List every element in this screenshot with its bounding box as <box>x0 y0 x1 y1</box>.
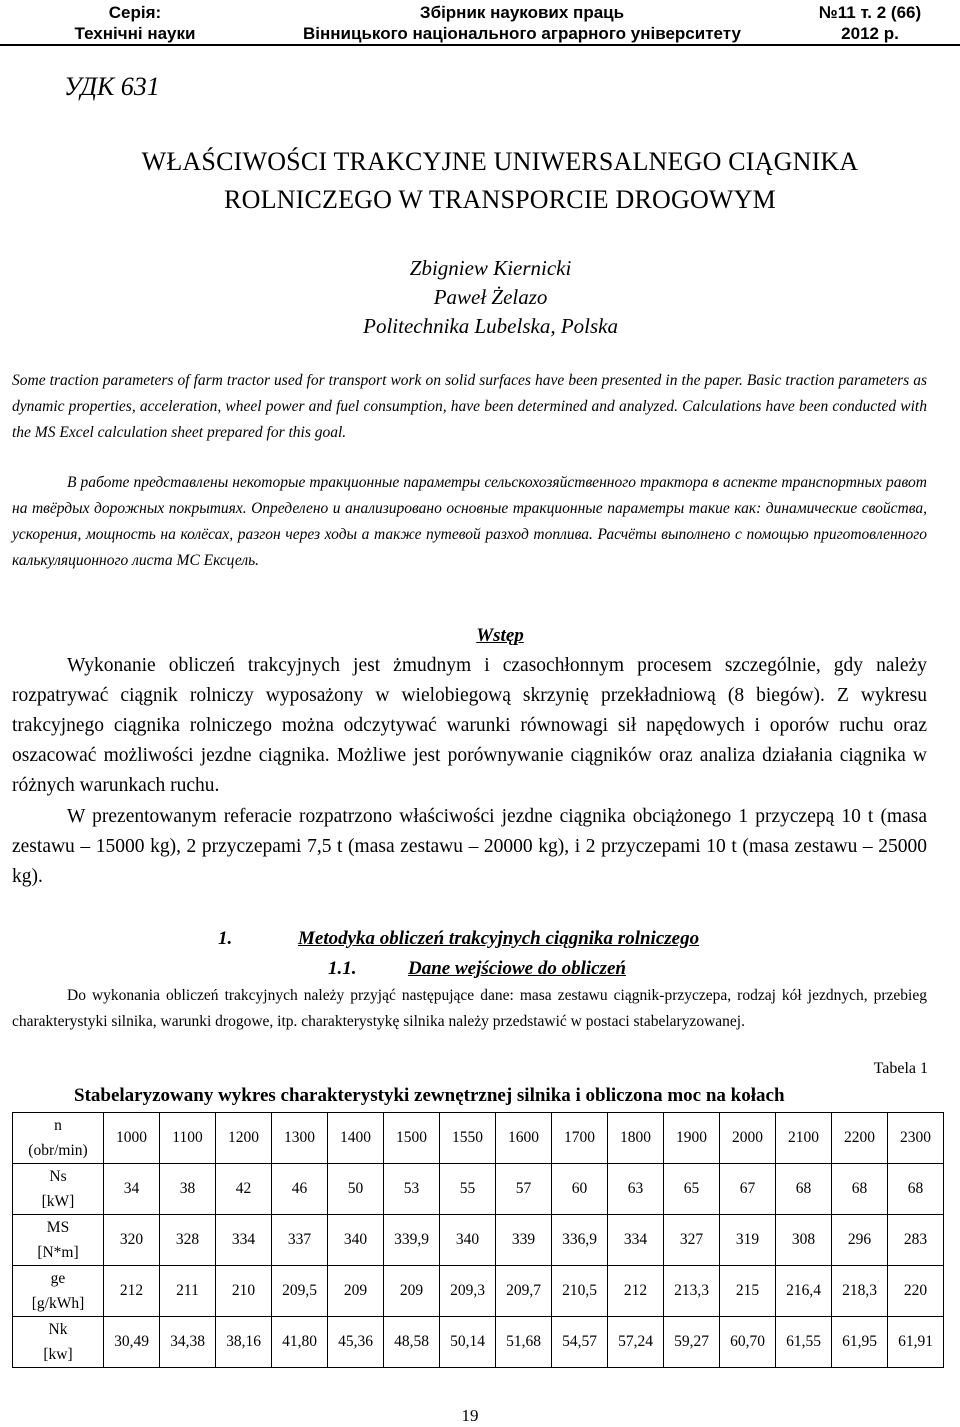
table-cell: 320 <box>104 1215 160 1266</box>
table-cell: 38 <box>160 1164 216 1215</box>
table-cell: 68 <box>832 1164 888 1215</box>
authors-block <box>363 254 618 341</box>
table-cell: 1300 <box>272 1113 328 1164</box>
subsection-number: 1.1. <box>328 958 357 979</box>
row-header <box>13 1266 104 1317</box>
row-unit: [g/kWh] <box>31 1295 85 1312</box>
series-label <box>55 2 215 44</box>
series-line-1: Серія: <box>108 3 162 22</box>
table-cell: 42 <box>216 1164 272 1215</box>
page-number: 19 <box>461 1406 479 1425</box>
table-label: Tabela 1 <box>873 1060 928 1077</box>
table-cell: 334 <box>608 1215 664 1266</box>
running-head <box>0 0 960 46</box>
header-rule <box>0 44 960 46</box>
table-cell: 54,57 <box>552 1317 608 1368</box>
abstract-english: Some traction parameters of farm tractor used for transport work on solid surfaces have been presented in the paper. Basic traction parameters as dynamic properties, acceleration, wheel power and fuel consumption, have been determined and analyzed. Calculations have been conducted with the MS Excel calculation sheet prepared for this goal. <box>12 372 927 441</box>
table-cell: 63 <box>608 1164 664 1215</box>
title-line-1: WŁAŚCIWOŚCI TRAKCYJNE UNIWERSALNEGO CIĄGNIKA <box>141 147 859 176</box>
table-cell: 296 <box>832 1215 888 1266</box>
table-cell: 45,36 <box>328 1317 384 1368</box>
table-cell: 213,3 <box>664 1266 720 1317</box>
table-row <box>13 1113 944 1164</box>
journal-line-2: Вінницького національного аграрного університету <box>303 24 741 43</box>
row-parameter: Ns <box>49 1168 67 1185</box>
table-cell: 68 <box>888 1164 944 1215</box>
table-cell: 61,91 <box>888 1317 944 1368</box>
table-cell: 1000 <box>104 1113 160 1164</box>
table-cell: 209,3 <box>440 1266 496 1317</box>
table-cell: 340 <box>328 1215 384 1266</box>
table-cell: 60 <box>552 1164 608 1215</box>
table-title: Stabelaryzowany wykres charakterystyki zewnętrznej silnika i obliczona moc na kołach <box>74 1085 785 1106</box>
table-cell: 209 <box>384 1266 440 1317</box>
table-cell: 2200 <box>832 1113 888 1164</box>
table-cell: 339 <box>496 1215 552 1266</box>
row-header <box>13 1317 104 1368</box>
table-cell: 336,9 <box>552 1215 608 1266</box>
table-cell: 1700 <box>552 1113 608 1164</box>
section-heading-intro: Wstęp <box>476 625 524 646</box>
table-cell: 1200 <box>216 1113 272 1164</box>
table-cell: 220 <box>888 1266 944 1317</box>
row-parameter: MS <box>46 1219 70 1236</box>
abstract-russian: В работе представлены некоторые тракционные параметры сельскохозяйственного трактора в аспекте транспортных равот на твёрдых дорожных покрытиях. Определено и анализировано основные тракционные параметры такие как: динамические свойства, ускорения, мощность на колёсах, разгон через ходы а также путевой разход топлива. Расчёты выполнено с помощью приготовленного калькуляционного листа МС Ексцель. <box>12 474 927 569</box>
engine-characteristics-table <box>12 1112 944 1368</box>
table-cell: 34,38 <box>160 1317 216 1368</box>
issue-line-2: 2012 р. <box>841 24 899 43</box>
title-line-2: ROLNICZEGO W TRANSPORCIE DROGOWYM <box>224 185 776 214</box>
table-cell: 210,5 <box>552 1266 608 1317</box>
row-header <box>13 1215 104 1266</box>
table-cell: 59,27 <box>664 1317 720 1368</box>
row-header <box>13 1113 104 1164</box>
intro-paragraph-1: Wykonanie obliczeń trakcyjnych jest żmudnym i czasochłonnym procesem szczególnie, gdy należy rozpatrywać ciągnik rolniczy wyposażony w wielobiegową skrzynię przekładniową (8 biegów). Z wykresu trakcyjnego ciągnika rolniczego można odczytywać warunki równowagi sił napędowych i oporów ruchu oraz oszacować możliwości jezdne ciągnika. Możliwe jest porównywanie ciągników oraz analiza działania ciągnika w różnych warunkach ruchu. <box>12 655 927 796</box>
table-row <box>13 1164 944 1215</box>
table-cell: 61,55 <box>776 1317 832 1368</box>
table-cell: 48,58 <box>384 1317 440 1368</box>
table-cell: 53 <box>384 1164 440 1215</box>
table-cell: 328 <box>160 1215 216 1266</box>
table-cell: 215 <box>720 1266 776 1317</box>
table-cell: 1100 <box>160 1113 216 1164</box>
table-cell: 51,68 <box>496 1317 552 1368</box>
table-cell: 67 <box>720 1164 776 1215</box>
row-unit: (obr/min) <box>28 1142 88 1159</box>
table-cell: 68 <box>776 1164 832 1215</box>
input-data-paragraph: Do wykonania obliczeń trakcyjnych należy przyjąć następujące dane: masa zestawu ciągnik-przyczepa, rodzaj kół jezdnych, przebieg charakterystyki silnika, warunki drogowe, itp. charakterystykę silnika należy przedstawić w postaci stabelaryzowanej. <box>12 987 927 1030</box>
row-unit: [N*m] <box>37 1244 79 1261</box>
table-cell: 340 <box>440 1215 496 1266</box>
table-cell: 50 <box>328 1164 384 1215</box>
table-cell: 2100 <box>776 1113 832 1164</box>
table-cell: 308 <box>776 1215 832 1266</box>
journal-line-1: Збірник наукових праць <box>419 3 625 22</box>
table-cell: 212 <box>608 1266 664 1317</box>
table-cell: 1800 <box>608 1113 664 1164</box>
issue-number <box>775 2 960 44</box>
table-cell: 50,14 <box>440 1317 496 1368</box>
subsection-heading: Dane wejściowe do obliczeń <box>408 958 626 979</box>
table-cell: 209,7 <box>496 1266 552 1317</box>
table-cell: 65 <box>664 1164 720 1215</box>
table-cell: 38,16 <box>216 1317 272 1368</box>
issue-line-1: №11 т. 2 (66) <box>818 3 922 22</box>
table-cell: 57 <box>496 1164 552 1215</box>
table-cell: 30,49 <box>104 1317 160 1368</box>
table-cell: 1500 <box>384 1113 440 1164</box>
row-parameter: ge <box>50 1270 66 1287</box>
table-cell: 57,24 <box>608 1317 664 1368</box>
table-cell: 1400 <box>328 1113 384 1164</box>
row-parameter: Nk <box>48 1321 68 1338</box>
table-row <box>13 1215 944 1266</box>
table-cell: 55 <box>440 1164 496 1215</box>
row-header <box>13 1164 104 1215</box>
affiliation: Politechnika Lubelska, Polska <box>363 314 618 338</box>
table-cell: 216,4 <box>776 1266 832 1317</box>
table-cell: 1900 <box>664 1113 720 1164</box>
table-cell: 327 <box>664 1215 720 1266</box>
series-line-2: Технічні науки <box>74 24 196 43</box>
author-name: Paweł Żelazo <box>433 285 548 309</box>
table-cell: 334 <box>216 1215 272 1266</box>
table-body <box>13 1113 944 1368</box>
intro-paragraph-2: W prezentowanym referacie rozpatrzono właściwości jezdne ciągnika obciążonego 1 przyczepą 10 t (masa zestawu – 15000 kg), 2 przyczepami 7,5 t (masa zestawu – 20000 kg), i 2 przyczepami 10 t (masa zestawu – 25000 kg). <box>12 806 927 887</box>
row-unit: [kW] <box>41 1193 75 1210</box>
table-cell: 337 <box>272 1215 328 1266</box>
table-cell: 1550 <box>440 1113 496 1164</box>
table-cell: 2000 <box>720 1113 776 1164</box>
table-row <box>13 1317 944 1368</box>
table-cell: 209 <box>328 1266 384 1317</box>
table-cell: 211 <box>160 1266 216 1317</box>
section-heading: Metodyka obliczeń trakcyjnych ciągnika rolniczego <box>298 928 700 949</box>
udk-code: УДК 631 <box>64 72 160 101</box>
table-cell: 209,5 <box>272 1266 328 1317</box>
table-cell: 1600 <box>496 1113 552 1164</box>
table-cell: 34 <box>104 1164 160 1215</box>
table-cell: 283 <box>888 1215 944 1266</box>
section-number: 1. <box>218 928 233 949</box>
row-parameter: n <box>54 1117 62 1134</box>
table-cell: 210 <box>216 1266 272 1317</box>
table-cell: 212 <box>104 1266 160 1317</box>
table-cell: 218,3 <box>832 1266 888 1317</box>
table-cell: 2300 <box>888 1113 944 1164</box>
paper-title <box>0 143 960 219</box>
table-cell: 60,70 <box>720 1317 776 1368</box>
author-name: Zbigniew Kiernicki <box>409 256 572 280</box>
table-cell: 61,95 <box>832 1317 888 1368</box>
table-cell: 339,9 <box>384 1215 440 1266</box>
table-row <box>13 1266 944 1317</box>
table-cell: 46 <box>272 1164 328 1215</box>
row-unit: [kw] <box>43 1346 73 1363</box>
journal-name <box>262 2 782 44</box>
table-cell: 319 <box>720 1215 776 1266</box>
table-cell: 41,80 <box>272 1317 328 1368</box>
